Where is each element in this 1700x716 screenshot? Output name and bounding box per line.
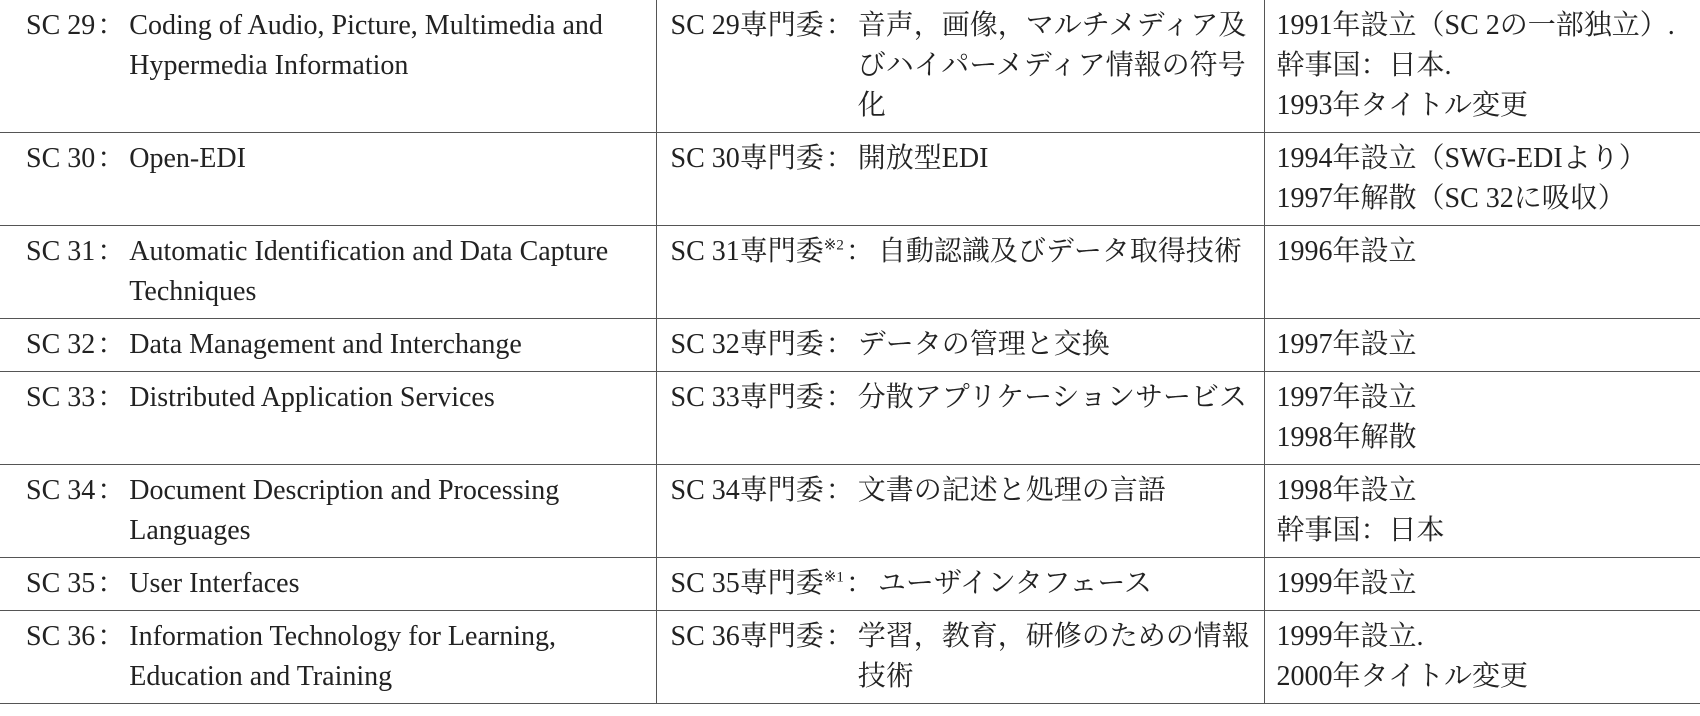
separator: ： <box>825 143 854 174</box>
english-sc-code: SC 33 <box>26 382 96 413</box>
history-line: 1993年タイトル変更 <box>1276 90 1528 121</box>
japanese-sc-title: ユーザインタフェース <box>877 568 1152 599</box>
japanese-sc-code <box>671 617 824 697</box>
english-sc-title: Distributed Application Services <box>129 382 495 413</box>
japanese-sc-title: 学習，教育，研修のための情報技術 <box>857 621 1250 692</box>
separator: ： <box>97 568 126 599</box>
japanese-sc-code <box>671 325 824 365</box>
japanese-name-cell <box>656 372 1264 465</box>
japanese-sc-title: データの管理と交換 <box>857 329 1110 360</box>
history-cell <box>1264 226 1700 319</box>
history-line: 1997年設立 <box>1276 329 1417 360</box>
separator: ： <box>97 475 126 506</box>
english-sc-title: User Interfaces <box>129 568 300 599</box>
japanese-sc-code-text: SC 36専門委 <box>670 621 824 652</box>
japanese-name-cell <box>656 465 1264 558</box>
japanese-sc-code <box>671 139 824 179</box>
english-sc-title: Open-EDI <box>129 143 246 174</box>
separator: ： <box>97 236 126 267</box>
history-line: 幹事国：日本. <box>1276 50 1452 81</box>
english-sc-title: Information Technology for Learning, Education and Training <box>129 621 556 692</box>
table-row <box>0 319 1700 372</box>
japanese-name-cell <box>656 226 1264 319</box>
japanese-name-cell <box>656 133 1264 226</box>
table-row <box>0 558 1700 611</box>
english-name-cell <box>0 0 656 133</box>
history-line: 1999年設立 <box>1276 568 1417 599</box>
japanese-sc-code-text: SC 32専門委 <box>670 329 824 360</box>
separator: ： <box>97 382 126 413</box>
english-sc-title: Coding of Audio, Picture, Multimedia and Hypermedia Information <box>129 10 603 81</box>
english-sc-code: SC 36 <box>26 621 96 652</box>
history-cell <box>1264 133 1700 226</box>
history-cell <box>1264 372 1700 465</box>
english-name-cell <box>0 611 656 704</box>
separator: ： <box>97 10 126 41</box>
table-row <box>0 133 1700 226</box>
english-name-cell <box>0 319 656 372</box>
japanese-sc-code <box>671 471 824 511</box>
separator: ： <box>825 329 854 360</box>
english-sc-code: SC 30 <box>26 143 96 174</box>
history-line: 1997年設立 <box>1276 382 1417 413</box>
japanese-sc-code-text: SC 35専門委 <box>670 568 824 599</box>
history-line: 1991年設立（SC 2の一部独立）. <box>1276 10 1675 41</box>
separator: ： <box>97 329 126 360</box>
english-name-cell <box>0 558 656 611</box>
japanese-sc-code-text: SC 30専門委 <box>670 143 824 174</box>
japanese-sc-code-text: SC 33専門委 <box>670 382 824 413</box>
history-line: 1999年設立. <box>1276 621 1424 652</box>
history-line: 2000年タイトル変更 <box>1276 661 1528 692</box>
separator: ： <box>845 568 874 599</box>
separator: ： <box>97 621 126 652</box>
separator: ： <box>825 475 854 506</box>
japanese-sc-title: 音声，画像，マルチメディア及びハイパーメディア情報の符号化 <box>857 10 1247 121</box>
japanese-sc-title: 自動認識及びデータ取得技術 <box>877 236 1242 267</box>
english-sc-code: SC 35 <box>26 568 96 599</box>
japanese-sc-code <box>671 564 844 604</box>
separator: ： <box>825 10 854 41</box>
japanese-sc-title: 開放型EDI <box>857 143 989 174</box>
history-line: 1996年設立 <box>1276 236 1417 267</box>
japanese-name-cell <box>656 611 1264 704</box>
english-sc-code: SC 31 <box>26 236 96 267</box>
history-line: 1994年設立（SWG-EDIより） <box>1276 143 1647 174</box>
english-sc-title: Automatic Identification and Data Capture Techniques <box>129 236 609 307</box>
japanese-sc-code-text: SC 29専門委 <box>670 10 824 41</box>
table-row <box>0 611 1700 704</box>
japanese-name-cell <box>656 319 1264 372</box>
japanese-name-cell <box>656 558 1264 611</box>
footnote-mark: ※2 <box>823 237 844 254</box>
english-name-cell <box>0 372 656 465</box>
history-cell <box>1264 611 1700 704</box>
english-name-cell <box>0 465 656 558</box>
table-row <box>0 226 1700 319</box>
history-cell <box>1264 319 1700 372</box>
japanese-sc-title: 文書の記述と処理の言語 <box>857 475 1166 506</box>
japanese-name-cell <box>656 0 1264 133</box>
english-sc-code: SC 34 <box>26 475 96 506</box>
footnote-mark: ※1 <box>823 569 844 586</box>
japanese-sc-code-text: SC 34専門委 <box>670 475 824 506</box>
japanese-sc-title: 分散アプリケーションサービス <box>857 382 1247 413</box>
history-line: 幹事国：日本 <box>1276 515 1445 546</box>
separator: ： <box>845 236 874 267</box>
table-row <box>0 372 1700 465</box>
japanese-sc-code <box>671 378 824 418</box>
table-row <box>0 0 1700 133</box>
separator: ： <box>825 382 854 413</box>
history-line: 1997年解散（SC 32に吸収） <box>1276 183 1626 214</box>
japanese-sc-code <box>671 6 824 126</box>
history-cell <box>1264 0 1700 133</box>
english-name-cell <box>0 133 656 226</box>
english-name-cell <box>0 226 656 319</box>
english-sc-title: Data Management and Interchange <box>129 329 522 360</box>
history-line: 1998年設立 <box>1276 475 1417 506</box>
separator: ： <box>825 621 854 652</box>
history-cell <box>1264 465 1700 558</box>
english-sc-code: SC 29 <box>26 10 96 41</box>
table-row <box>0 465 1700 558</box>
separator: ： <box>97 143 126 174</box>
english-sc-code: SC 32 <box>26 329 96 360</box>
history-cell <box>1264 558 1700 611</box>
japanese-sc-code-text: SC 31専門委 <box>670 236 824 267</box>
japanese-sc-code <box>671 232 844 272</box>
history-line: 1998年解散 <box>1276 422 1417 453</box>
english-sc-title: Document Description and Processing Languages <box>129 475 560 546</box>
